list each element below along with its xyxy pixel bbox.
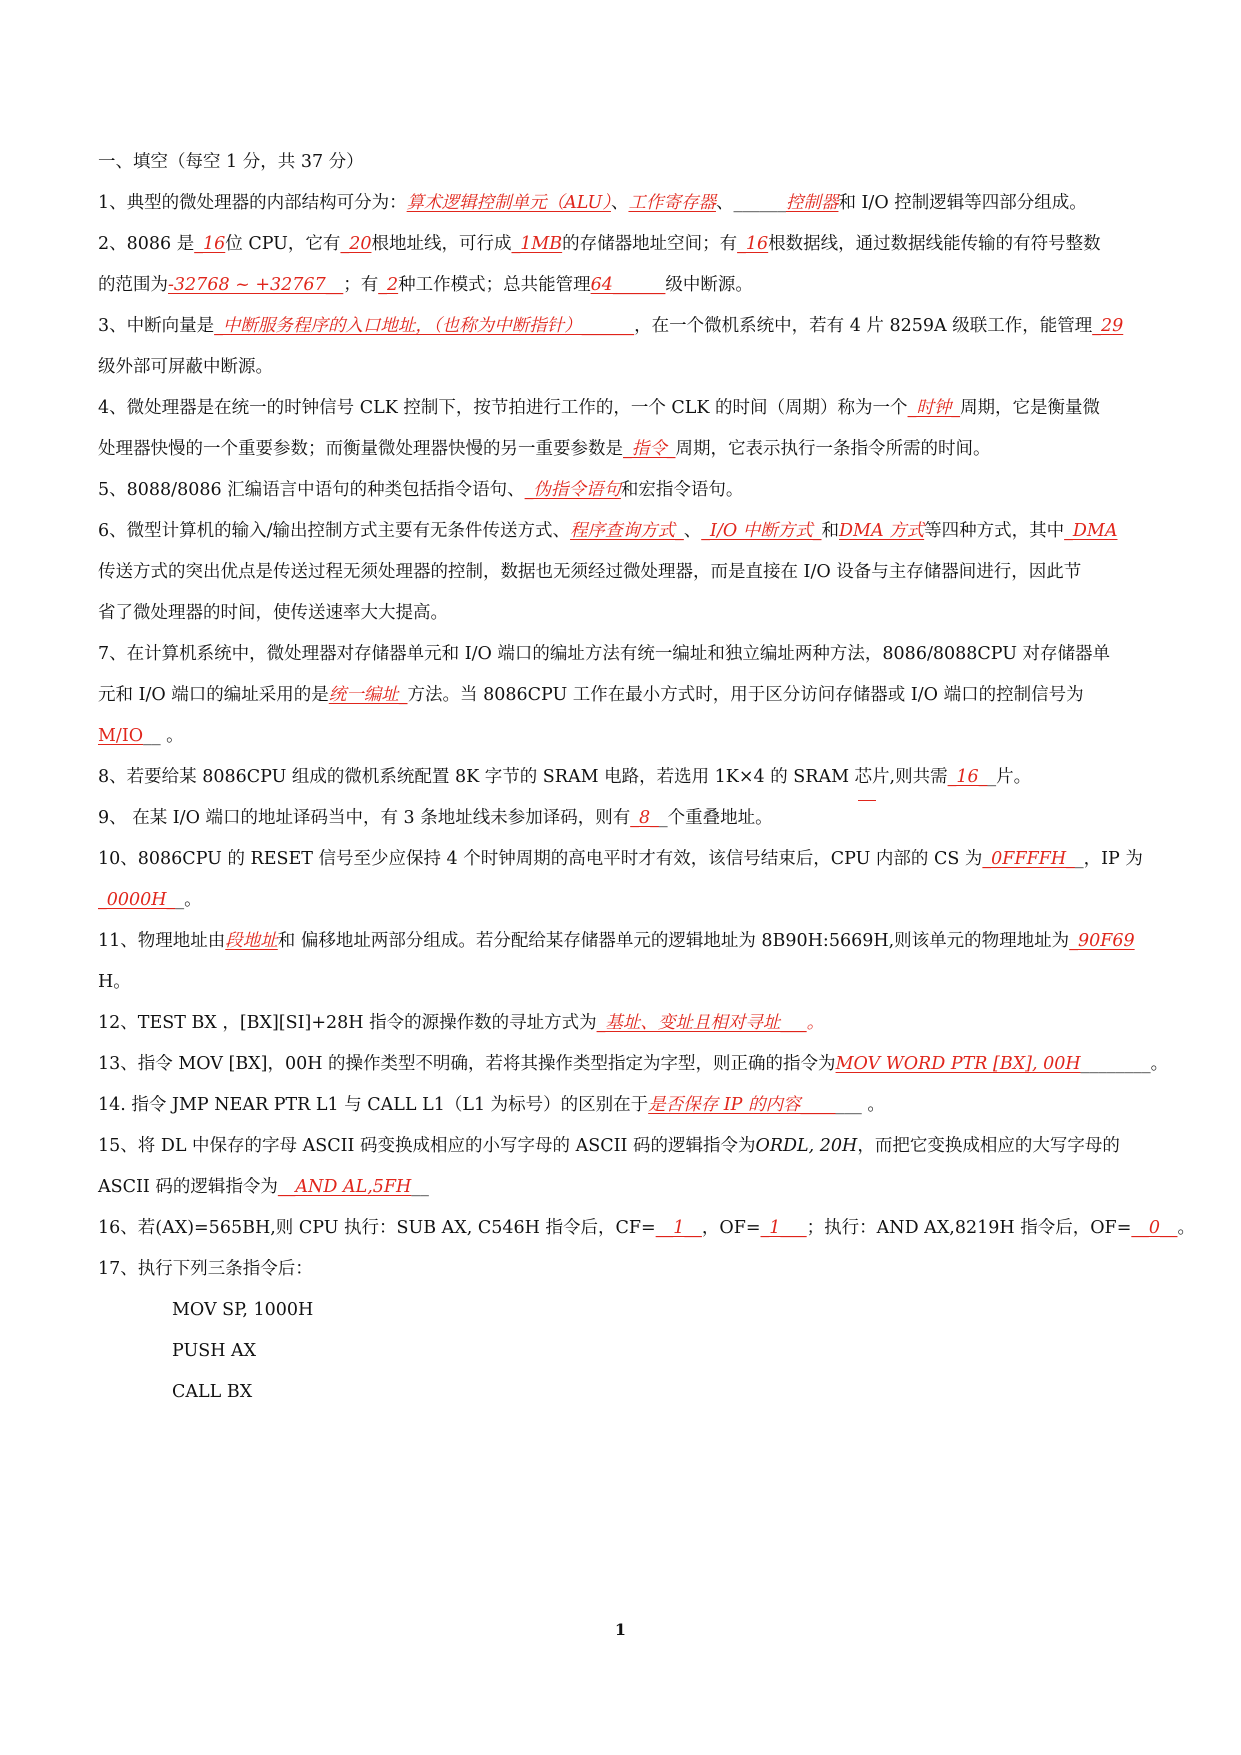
answer: _基址、变址且相对寻址___ <box>596 1013 807 1033</box>
answer: __AND AL,5FH <box>277 1177 412 1197</box>
question-16: 16、若(AX)=565BH,则 CPU 执行：SUB AX, C546H 指令后，CF=__1__，OF=_1___；执行：AND AX,8219H 指令后，OF=__0__。 <box>98 1218 1195 1238</box>
answer: _2 <box>378 275 399 295</box>
question-3-line-2: 级外部可屏蔽中断源。 <box>98 357 273 377</box>
code-line: MOV SP, 1000H <box>172 1300 314 1320</box>
question-8: 8、若要给某 8086CPU 组成的微机系统配置 8K 字节的 SRAM 电路，若选用 1K×4 的 SRAM 芯片,则共需_16__片。 <box>98 767 1032 787</box>
answer: 64______ <box>590 275 666 295</box>
answer: _时钟_ <box>907 398 961 418</box>
question-4-line-2: 处理器快慢的一个重要参数；而衡量微处理器快慢的另一重要参数是_指令_周期，它表示执行一条指令所需的时间。 <box>98 439 991 459</box>
question-5: 5、8088/8086 汇编语言中语句的种类包括指令语句、_伪指令语句和宏指令语句。 <box>98 480 744 500</box>
question-7-line-1: 7、在计算机系统中，微处理器对存储器单元和 I/O 端口的编址方法有统一编址和独立编址两种方法，8086/8088CPU 对存储器单 <box>98 644 1111 664</box>
question-13: 13、指令 MOV [BX]，00H 的操作类型不明确，若将其操作类型指定为字型，则正确的指令为MOV WORD PTR [BX], 00H________。 <box>98 1054 1169 1074</box>
question-14: 14. 指令 JMP NEAR PTR L1 与 CALL L1（L1 为标号）的区别在于是否保存 IP 的内容_______ 。 <box>98 1095 885 1115</box>
answer: _0000H_ <box>98 890 176 910</box>
answer: 算术逻辑控制单元（ALU） <box>406 193 611 213</box>
answer: 段地址 <box>225 931 278 951</box>
question-11-line-2: H。 <box>98 972 131 992</box>
question-2-line-1: 2、8086 是_16位 CPU，它有_20根地址线，可行成_1MB的存储器地址空间；有_16根数据线，通过数据线能传输的有符号整数 <box>98 234 1101 254</box>
answer: 控制器 <box>785 193 839 213</box>
question-15-line-1: 15、将 DL 中保存的字母 ASCII 码变换成相应的小写字母的 ASCII 码的逻辑指令为ORDL, 20H，而把它变换成相应的大写字母的 <box>98 1136 1120 1156</box>
answer: _中断服务程序的入口地址，（也称为中断指针）______ <box>214 316 635 336</box>
page-number: 1 <box>614 1620 627 1639</box>
question-10-line-1: 10、8086CPU 的 RESET 信号至少应保持 4 个时钟周期的高电平时才有效，该信号结束后，CPU 内部的 CS 为_0FFFFH__，IP 为 <box>98 849 1143 869</box>
answer: _I/O 中断方式_ <box>701 521 822 541</box>
question-10-line-2: _0000H__。 <box>98 890 202 910</box>
answer: _指令_ <box>623 439 676 459</box>
answer: _29 <box>1092 316 1124 336</box>
question-3-line-1: 3、中断向量是_中断服务程序的入口地址，（也称为中断指针）______，在一个微机系统中，若有 4 片 8259A 级联工作，能管理_29 <box>98 316 1124 336</box>
answer: _90F69 <box>1069 931 1135 951</box>
answer: __1__ <box>655 1218 702 1238</box>
question-7-line-3: M/IO__ 。 <box>98 726 184 746</box>
question-2-line-2: 的范围为-32768 ~ +32767__；有_2种工作模式；总共能管理64______级中断源。 <box>98 275 753 295</box>
answer: 工作寄存器 <box>628 193 716 213</box>
answer: 是否保存 IP 的内容____ <box>648 1095 836 1115</box>
answer: _20 <box>340 234 372 254</box>
answer: _1MB <box>511 234 563 254</box>
answer: _16 <box>737 234 769 254</box>
question-15-line-2: ASCII 码的逻辑指令为__AND AL,5FH__ <box>98 1177 429 1197</box>
answer: 程序查询方式_ <box>570 521 684 541</box>
answer: _伪指令语句 <box>524 480 621 500</box>
code-line: PUSH AX <box>172 1341 257 1361</box>
question-11-line-1: 11、物理地址由段地址和 偏移地址两部分组成。若分配给某存储器单元的逻辑地址为 8B90H:5669H,则该单元的物理地址为_90F69 <box>98 931 1135 951</box>
answer: _DMA <box>1064 521 1118 541</box>
question-4-line-1: 4、微处理器是在统一的时钟信号 CLK 控制下，按节拍进行工作的，一个 CLK 的时间（周期）称为一个_时钟_周期，它是衡量微 <box>98 398 1101 418</box>
answer: M/IO <box>98 726 144 746</box>
answer: _16 <box>194 234 226 254</box>
question-12: 12、TEST BX ，[BX][SI]+28H 指令的源操作数的寻址方式为_基址、变址且相对寻址___。 <box>98 1013 825 1033</box>
code-line: CALL BX <box>172 1382 253 1402</box>
answer: ORDL, 20H <box>755 1136 858 1156</box>
question-6-line-3: 省了微处理器的时间，使传送速率大大提高。 <box>98 603 448 623</box>
answer: _0FFFFH_ <box>982 849 1075 869</box>
question-7-line-2: 元和 I/O 端口的编址采用的是统一编址_方法。当 8086CPU 工作在最小方式时，用于区分访问存储器或 I/O 端口的控制信号为 <box>98 685 1084 705</box>
answer: MOV WORD PTR [BX], 00H <box>835 1054 1081 1074</box>
question-17: 17、执行下列三条指令后： <box>98 1259 313 1279</box>
question-9: 9、 在某 I/O 端口的地址译码当中，有 3 条地址线未参加译码，则有_8__个重叠地址。 <box>98 808 773 828</box>
answer: __0__ <box>1131 1218 1178 1238</box>
answer: 统一编址_ <box>328 685 408 705</box>
answer: _1___ <box>760 1218 807 1238</box>
section-title: 一、填空（每空 1 分，共 37 分） <box>98 152 364 172</box>
overbar-mark <box>858 800 876 801</box>
answer: _16_ <box>947 767 988 787</box>
question-1: 1、典型的微处理器的内部结构可分为：算术逻辑控制单元（ALU）、工作寄存器、______控制器和 I/O 控制逻辑等四部分组成。 <box>98 193 1087 213</box>
answer: -32768 ~ +32767__ <box>168 275 344 295</box>
question-6-line-2: 传送方式的突出优点是传送过程无须处理器的控制，数据也无须经过微处理器，而是直接在 I/O 设备与主存储器间进行，因此节 <box>98 562 1082 582</box>
question-6-line-1: 6、微型计算机的输入/输出控制方式主要有无条件传送方式、程序查询方式_、_I/O 中断方式_和DMA 方式等四种方式，其中_DMA <box>98 521 1118 541</box>
answer: DMA 方式 <box>839 521 925 541</box>
answer: _8_ <box>630 808 659 828</box>
